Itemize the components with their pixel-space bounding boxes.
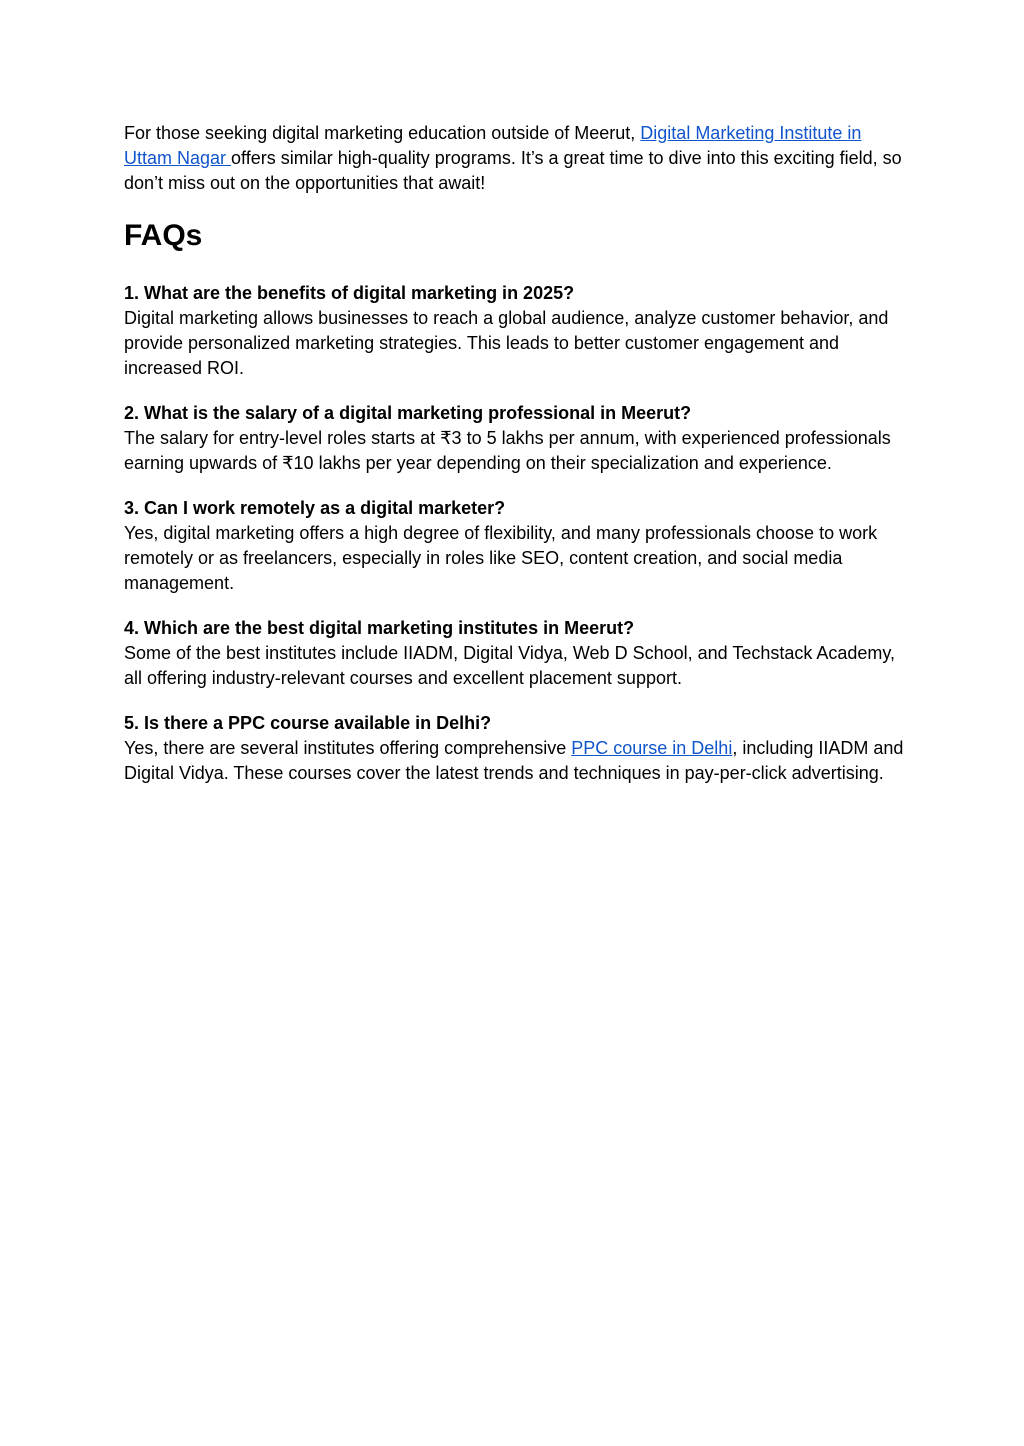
intro-paragraph bbox=[124, 121, 914, 196]
faq-question: 5. Is there a PPC course available in Delhi? bbox=[124, 713, 492, 733]
faq-question: 1. What are the benefits of digital marketing in 2025? bbox=[124, 283, 575, 303]
ppc-course-in-delhi-link[interactable]: PPC course in Delhi bbox=[571, 738, 733, 758]
faq-answer-text-after: , including IIADM and Digital Vidya. These courses cover the latest trends and techniques in pay-per-click advertising. bbox=[124, 738, 904, 783]
faq-question: 4. Which are the best digital marketing institutes in Meerut? bbox=[124, 618, 635, 638]
faqs-heading: FAQs bbox=[124, 219, 203, 252]
faq-item-2 bbox=[124, 401, 914, 476]
intro-text-before: For those seeking digital marketing education outside of Meerut, bbox=[124, 123, 641, 143]
faq-item-5 bbox=[124, 711, 914, 786]
faq-answer: The salary for entry-level roles starts at ₹3 to 5 lakhs per annum, with experienced professionals earning upwards of ₹10 lakhs per year depending on their specialization and experience. bbox=[124, 428, 891, 473]
digital-marketing-institute-uttam-nagar-link[interactable]: Digital Marketing Institute in Uttam Nagar bbox=[124, 123, 862, 168]
document-page bbox=[124, 121, 914, 806]
faq-question: 3. Can I work remotely as a digital marketer? bbox=[124, 498, 506, 518]
faq-item-4 bbox=[124, 616, 914, 691]
intro-text-after: offers similar high-quality programs. It’s a great time to dive into this exciting field, so don’t miss out on the opportunities that await! bbox=[124, 148, 902, 193]
faq-answer: Some of the best institutes include IIADM, Digital Vidya, Web D School, and Techstack Academy, all offering industry-relevant courses and excellent placement support. bbox=[124, 643, 896, 688]
faq-answer: Yes, digital marketing offers a high degree of flexibility, and many professionals choose to work remotely or as freelancers, especially in roles like SEO, content creation, and social media management. bbox=[124, 523, 878, 593]
faq-answer: Digital marketing allows businesses to reach a global audience, analyze customer behavior, and provide personalized marketing strategies. This leads to better customer engagement and increased ROI. bbox=[124, 308, 889, 378]
faq-list bbox=[124, 281, 914, 786]
faq-answer-text-before: Yes, there are several institutes offering comprehensive bbox=[124, 738, 572, 758]
faq-answer bbox=[124, 736, 914, 786]
faq-question: 2. What is the salary of a digital marketing professional in Meerut? bbox=[124, 403, 692, 423]
faq-item-3 bbox=[124, 496, 914, 596]
faq-item-1 bbox=[124, 281, 914, 381]
